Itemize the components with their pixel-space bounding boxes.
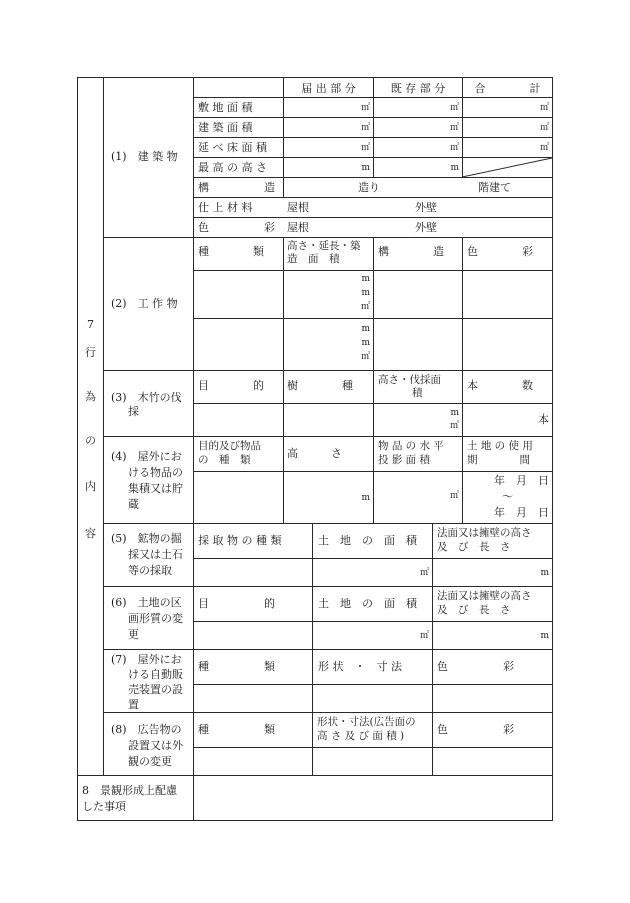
vending-section-title: 売装置の設 bbox=[128, 683, 183, 696]
col-header-projected-area: 物 品 の 水 平 bbox=[378, 440, 444, 452]
col-header-purpose-type: の 種 類 bbox=[198, 454, 251, 466]
ads-section-title: 観の変更 bbox=[128, 755, 172, 768]
grid-line bbox=[193, 747, 553, 748]
item8-label: した事項 bbox=[82, 800, 126, 813]
section-divider bbox=[103, 523, 553, 524]
table-border-top bbox=[77, 77, 553, 78]
vending-section-title: 置 bbox=[128, 698, 139, 711]
unit: m bbox=[450, 408, 459, 418]
unit: m bbox=[361, 274, 370, 284]
col-header-count: 本 数 bbox=[467, 379, 533, 392]
col-header-shape-size: 形 状 ・ 寸 法 bbox=[318, 660, 402, 673]
col-header-height-area: 積 bbox=[412, 387, 423, 399]
col-header-height: 高 さ bbox=[287, 447, 342, 460]
unit: ㎡ bbox=[419, 631, 429, 641]
col-header-existing: 既 存 部 分 bbox=[390, 82, 446, 95]
unit: m bbox=[540, 631, 549, 641]
unit: m bbox=[361, 338, 370, 348]
col-header-species: 樹 種 bbox=[287, 379, 353, 392]
col-header-total: 合 計 bbox=[474, 82, 541, 95]
grid-line bbox=[193, 117, 553, 118]
col-header-notified: 届 出 部 分 bbox=[301, 82, 356, 95]
col-header-usage-period: 期 間 bbox=[467, 454, 530, 466]
ads-section-title: (8) 広告物の bbox=[111, 723, 182, 736]
col-header-slope-height: 法面又は擁壁の高さ bbox=[437, 590, 532, 602]
row-label-finish-material: 仕 上 材 料 bbox=[198, 201, 253, 214]
col-header-height-length: 造 面 積 bbox=[287, 253, 340, 265]
col-header-purpose: 目 的 bbox=[198, 597, 275, 610]
section-divider bbox=[103, 237, 553, 238]
finish-wall-label: 外壁 bbox=[415, 201, 437, 214]
section-divider bbox=[103, 649, 553, 650]
item7-number: 7 bbox=[87, 318, 94, 331]
unit: m bbox=[450, 163, 459, 173]
col-header-height-area: 高さ・伐採面 bbox=[378, 374, 441, 386]
grid-line bbox=[193, 403, 553, 404]
land-section-title: 更 bbox=[128, 628, 139, 641]
unit: ㎡ bbox=[419, 568, 429, 578]
col-header-slope-height: 及 び 長 さ bbox=[437, 541, 511, 553]
col-header-color: 色 彩 bbox=[437, 660, 514, 673]
date-tilde: 〜 bbox=[502, 490, 513, 503]
grid-line bbox=[103, 77, 104, 775]
storage-section-title: 集積又は貯 bbox=[128, 482, 183, 495]
grid-line bbox=[373, 237, 374, 523]
row-label-color: 色 彩 bbox=[198, 221, 275, 234]
unit: ㎡ bbox=[539, 103, 549, 113]
unit: ㎡ bbox=[539, 123, 549, 133]
unit: ㎡ bbox=[449, 103, 459, 113]
unit: m bbox=[540, 568, 549, 578]
section-divider bbox=[103, 586, 553, 587]
col-header-material-type: 採 取 物 の 種 類 bbox=[198, 534, 282, 547]
table-border-bottom bbox=[77, 820, 553, 821]
row-label-building-area: 建 築 面 積 bbox=[198, 121, 253, 134]
item7-label-char: 内 bbox=[85, 480, 96, 493]
color-roof-label: 屋根 bbox=[287, 221, 309, 234]
land-section-title: (6) 土地の区 bbox=[111, 596, 182, 609]
unit: ㎡ bbox=[449, 491, 459, 501]
grid-line bbox=[193, 97, 553, 98]
col-header-slope-height: 及 び 長 さ bbox=[437, 604, 511, 616]
ads-section-title: 設置又は外 bbox=[128, 739, 183, 752]
grid-line bbox=[193, 621, 553, 622]
item8-label: 8 景観形成上配慮 bbox=[82, 784, 177, 797]
unit: m bbox=[361, 163, 370, 173]
unit: ㎡ bbox=[360, 123, 370, 133]
grid-line bbox=[193, 270, 553, 271]
col-header-purpose: 目 的 bbox=[198, 379, 264, 392]
col-header-land-area: 土 地 の 面 積 bbox=[318, 534, 417, 547]
col-header-shape-size-ad: 高 さ 及 び 面 積 ) bbox=[317, 730, 405, 742]
grid-line bbox=[193, 318, 553, 319]
date-from: 年 月 日 bbox=[494, 474, 549, 487]
col-header-height-length: 高さ・延長・築 bbox=[287, 240, 361, 252]
building-title: (1) 建 築 物 bbox=[111, 150, 178, 163]
unit: ㎡ bbox=[360, 302, 370, 312]
row-label-structure: 構 造 bbox=[198, 181, 275, 194]
grid-line bbox=[193, 684, 553, 685]
col-header-type: 種 類 bbox=[198, 245, 264, 258]
item7-label-char: の bbox=[85, 434, 96, 447]
row-label-max-height: 最 高 の 高 さ bbox=[198, 161, 267, 174]
structure-section-title: (2) 工 作 物 bbox=[111, 297, 178, 310]
storage-section-title: 蔵 bbox=[128, 498, 139, 511]
unit: 本 bbox=[538, 413, 549, 426]
grid-line bbox=[193, 471, 553, 472]
col-header-color: 色 彩 bbox=[467, 245, 533, 258]
col-header-purpose-type: 目的及び物品 bbox=[198, 440, 261, 452]
section-divider bbox=[103, 712, 553, 713]
color-wall-label: 外壁 bbox=[415, 221, 437, 234]
unit: m bbox=[361, 493, 370, 503]
unit: ㎡ bbox=[449, 421, 459, 431]
grid-line bbox=[193, 197, 553, 198]
col-header-land-area: 土 地 の 面 積 bbox=[318, 597, 417, 610]
item7-label-char: 行 bbox=[85, 346, 96, 359]
grid-line bbox=[193, 77, 194, 821]
mining-section-title: (5) 鉱物の掘 bbox=[111, 532, 182, 545]
row-label-site-area: 敷 地 面 積 bbox=[198, 101, 253, 114]
section-divider bbox=[103, 370, 553, 371]
mining-section-title: 採又は土石 bbox=[128, 548, 183, 561]
not-applicable-diagonal bbox=[462, 157, 553, 178]
col-header-shape-size-ad: 形状・寸法(広告面の bbox=[317, 716, 416, 728]
unit: ㎡ bbox=[360, 143, 370, 153]
table-border-left bbox=[77, 77, 78, 821]
section-divider bbox=[103, 436, 553, 437]
unit: ㎡ bbox=[449, 123, 459, 133]
date-to: 年 月 日 bbox=[494, 506, 549, 519]
storage-section-title: (4) 屋外にお bbox=[111, 450, 182, 463]
unit: ㎡ bbox=[360, 352, 370, 362]
col-header-structure: 構 造 bbox=[378, 245, 444, 258]
unit: ㎡ bbox=[539, 143, 549, 153]
col-header-usage-period: 土 地 の 使 用 bbox=[467, 440, 533, 452]
vending-section-title: ける自動販 bbox=[128, 668, 183, 681]
row-label-total-floor-area: 延 べ 床 面 積 bbox=[198, 141, 267, 154]
vending-section-title: (7) 屋外にお bbox=[111, 653, 182, 666]
col-header-type: 種 類 bbox=[198, 660, 275, 673]
structure-text-stories: 階建て bbox=[478, 181, 511, 194]
mining-section-title: 等の採取 bbox=[128, 564, 172, 577]
col-header-color: 色 彩 bbox=[437, 723, 514, 736]
felling-section-title: (3) 木竹の伐 bbox=[111, 391, 182, 404]
finish-roof-label: 屋根 bbox=[287, 201, 309, 214]
storage-section-title: ける物品の bbox=[128, 466, 183, 479]
section-divider bbox=[77, 775, 553, 776]
grid-line bbox=[193, 217, 553, 218]
unit: m bbox=[361, 288, 370, 298]
felling-section-title: 採 bbox=[128, 405, 139, 418]
structure-text-made: 造り bbox=[358, 181, 380, 194]
item7-label-char: 為 bbox=[85, 390, 96, 403]
grid-line bbox=[193, 137, 553, 138]
unit: ㎡ bbox=[449, 143, 459, 153]
unit: m bbox=[361, 324, 370, 334]
item7-label-char: 容 bbox=[85, 527, 96, 540]
col-header-slope-height: 法面又は擁壁の高さ bbox=[437, 527, 532, 539]
unit: ㎡ bbox=[360, 103, 370, 113]
table-border-right bbox=[552, 77, 553, 821]
col-header-type: 種 類 bbox=[198, 723, 275, 736]
land-section-title: 画形質の変 bbox=[128, 612, 183, 625]
grid-line bbox=[193, 558, 553, 559]
col-header-projected-area: 投 影 面 積 bbox=[378, 454, 431, 466]
